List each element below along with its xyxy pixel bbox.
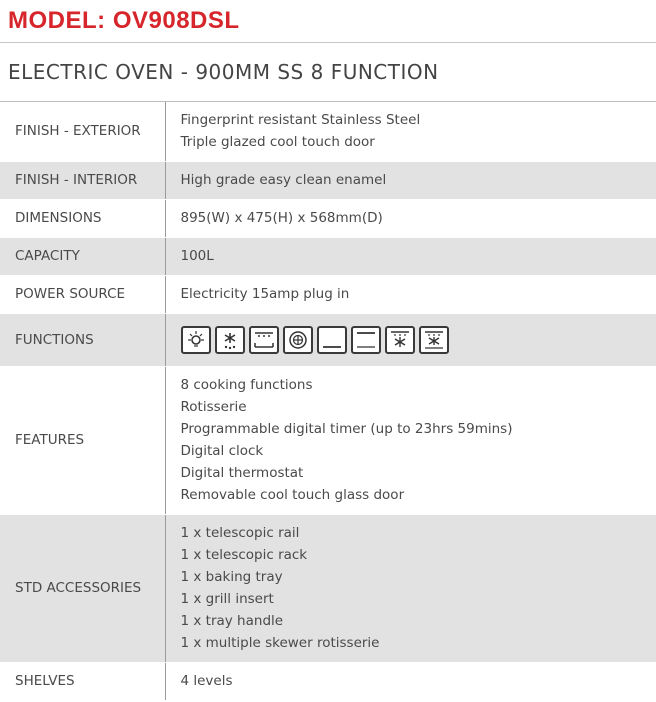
spec-value: 895(W) x 475(H) x 568mm(D) <box>165 199 656 237</box>
value-line: Fingerprint resistant Stainless Steel <box>180 112 421 129</box>
spec-row-dimensions <box>0 199 656 237</box>
spec-label: STD ACCESSORIES <box>0 514 165 662</box>
value-line: 1 x telescopic rail <box>180 525 300 541</box>
value-line: 1 x grill insert <box>180 591 274 607</box>
value-line: 1 x baking tray <box>180 569 283 585</box>
spec-row-features <box>0 366 656 514</box>
spec-value: 100L <box>165 237 656 275</box>
model-title: MODEL: OV908DSL <box>0 0 656 43</box>
spec-row-functions <box>0 313 656 366</box>
fan-grill-top-heat-icon <box>419 326 449 354</box>
value-line: 1 x tray handle <box>180 613 284 629</box>
value-line: Removable cool touch glass door <box>180 487 405 503</box>
spec-label: CAPACITY <box>0 237 165 275</box>
value-line: 1 x multiple skewer rotisserie <box>180 635 380 651</box>
spec-value: Electricity 15amp plug in <box>165 275 656 313</box>
spec-label: FEATURES <box>0 366 165 514</box>
fan-forced-icon <box>283 326 313 354</box>
product-title: ELECTRIC OVEN - 900MM SS 8 FUNCTION <box>0 43 656 102</box>
spec-table <box>0 102 656 701</box>
spec-label: FINISH - EXTERIOR <box>0 102 165 161</box>
fan-grill-icon <box>385 326 415 354</box>
spec-value <box>165 102 656 161</box>
value-line: Digital clock <box>180 443 264 459</box>
defrost-fan-icon <box>215 326 245 354</box>
spec-row-capacity <box>0 237 656 275</box>
oven-light-icon <box>181 326 211 354</box>
spec-value: 4 levels <box>165 662 656 700</box>
spec-label: FINISH - INTERIOR <box>0 161 165 199</box>
value-line: Triple glazed cool touch door <box>180 134 375 151</box>
function-icons <box>181 326 656 354</box>
top-heat-icon <box>351 326 381 354</box>
spec-value: High grade easy clean enamel <box>165 161 656 199</box>
value-line: 1 x telescopic rack <box>180 547 308 563</box>
spec-row-shelves <box>0 662 656 700</box>
value-line: Rotisserie <box>180 399 247 415</box>
spec-label: DIMENSIONS <box>0 199 165 237</box>
bottom-heat-icon <box>317 326 347 354</box>
spec-label: SHELVES <box>0 662 165 700</box>
spec-value <box>165 313 656 366</box>
spec-row-finish-interior <box>0 161 656 199</box>
value-line: Programmable digital timer (up to 23hrs 59mins) <box>180 421 513 437</box>
spec-row-power-source <box>0 275 656 313</box>
spec-value <box>165 514 656 662</box>
spec-value <box>165 366 656 514</box>
spec-row-finish-exterior <box>0 102 656 161</box>
value-line: 8 cooking functions <box>180 377 313 393</box>
spec-row-std-accessories <box>0 514 656 662</box>
spec-label: POWER SOURCE <box>0 275 165 313</box>
spec-label: FUNCTIONS <box>0 313 165 366</box>
top-and-bottom-heat-icon <box>249 326 279 354</box>
value-line: Digital thermostat <box>180 465 304 481</box>
